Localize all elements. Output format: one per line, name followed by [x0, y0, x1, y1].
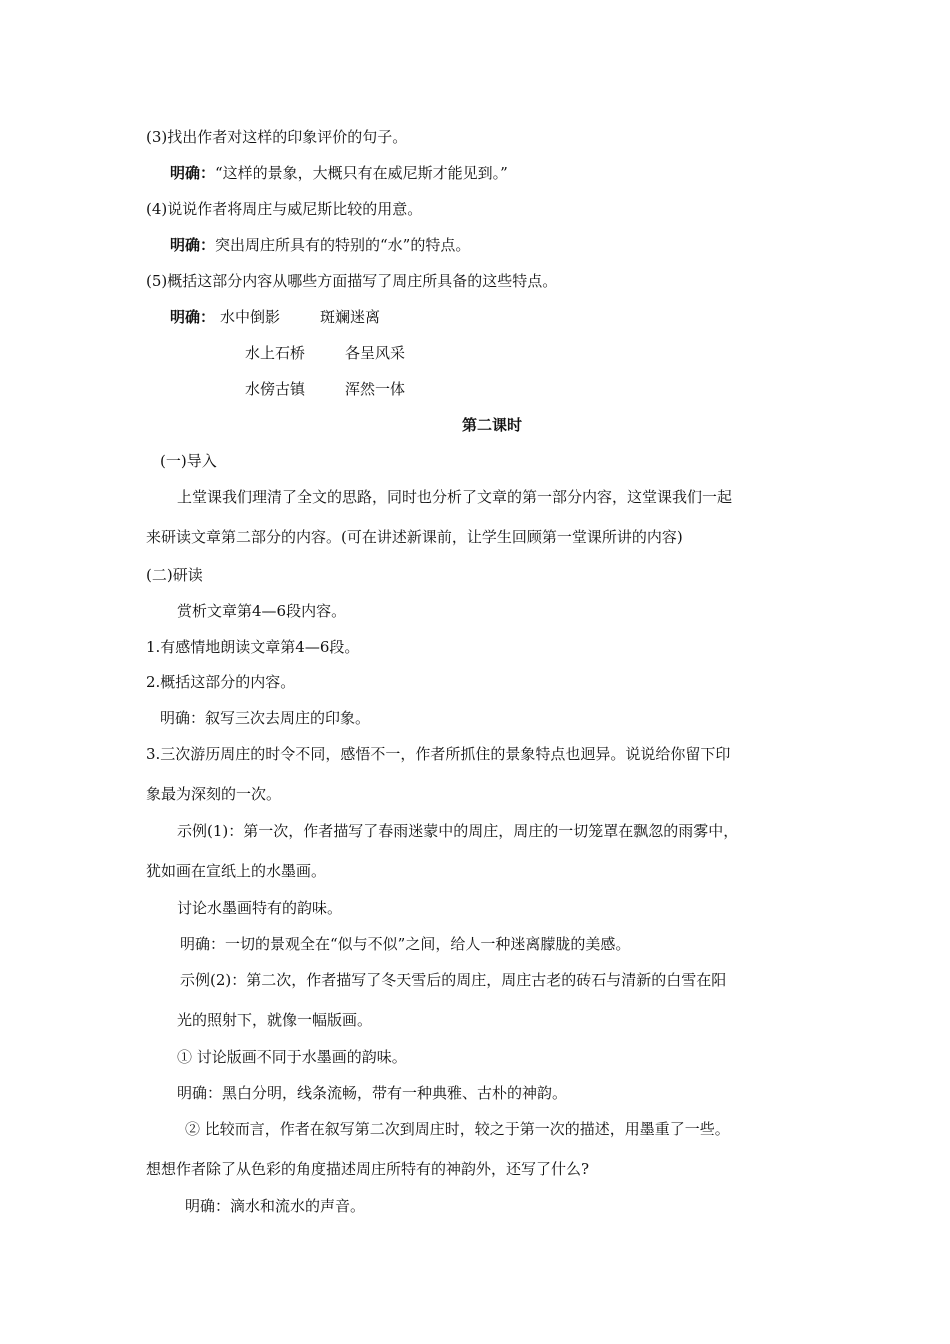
example-2-line-2: 光的照射下，就像一幅版画。 — [177, 1011, 373, 1029]
example-2-question-2-line-1: ② 比较而言，作者在叙写第二次到周庄时，较之于第一次的描述，用墨重了一些。 — [185, 1120, 730, 1138]
question-4: (4)说说作者将周庄与威尼斯比较的用意。 — [146, 200, 423, 218]
answer-3-text: “这样的景象，大概只有在威尼斯才能见到。” — [215, 164, 508, 182]
answer-3 — [170, 163, 508, 183]
lesson-2-title: 第二课时 — [462, 416, 523, 434]
item-3-line-1: 3.三次游历周庄的时令不同，感悟不一，作者所抓住的景象特点也迥异。说说给你留下印 — [146, 745, 731, 763]
question-3: (3)找出作者对这样的印象评价的句子。 — [146, 128, 408, 146]
example-2-answer-2: 明确：滴水和流水的声音。 — [185, 1197, 366, 1215]
answer-5-label: 明确： — [170, 308, 216, 326]
answer-5-row-1-left: 水中倒影 — [220, 308, 281, 326]
example-2-answer-1: 明确：黑白分明，线条流畅，带有一种典雅、古朴的神韵。 — [177, 1084, 568, 1102]
example-2-question-1: ① 讨论版画不同于水墨画的韵味。 — [177, 1048, 407, 1066]
answer-5-row-1-right: 斑斓迷离 — [320, 308, 381, 326]
intro-paragraph-line-2: 来研读文章第二部分的内容。(可在讲述新课前，让学生回顾第一堂课所讲的内容) — [146, 528, 683, 546]
section-1-heading: (一)导入 — [160, 452, 217, 470]
answer-5-row-2-left: 水上石桥 — [245, 344, 306, 362]
example-1-line-1: 示例(1)：第一次，作者描写了春雨迷蒙中的周庄，周庄的一切笼罩在飘忽的雨雾中， — [177, 822, 739, 840]
answer-5-row-3-right: 浑然一体 — [345, 380, 406, 398]
answer-4-label: 明确： — [170, 236, 216, 254]
example-1-answer: 明确：一切的景观全在“似与不似”之间，给人一种迷离朦胧的美感。 — [180, 935, 631, 953]
study-intro: 赏析文章第4—6段内容。 — [177, 602, 347, 620]
item-1: 1.有感情地朗读文章第4—6段。 — [146, 638, 360, 656]
example-1-discuss: 讨论水墨画特有的韵味。 — [177, 899, 343, 917]
example-2-question-2-line-2: 想想作者除了从色彩的角度描述周庄所特有的神韵外，还写了什么? — [146, 1160, 590, 1178]
answer-5-row-3-left: 水傍古镇 — [245, 380, 306, 398]
answer-4 — [170, 235, 470, 255]
answer-5-row-2-right: 各呈风采 — [345, 344, 406, 362]
item-2-answer: 明确：叙写三次去周庄的印象。 — [160, 709, 371, 727]
example-2-line-1: 示例(2)：第二次，作者描写了冬天雪后的周庄，周庄古老的砖石与清新的白雪在阳 — [180, 971, 727, 989]
item-3-line-2: 象最为深刻的一次。 — [146, 785, 282, 803]
answer-4-text: 突出周庄所具有的特别的“水”的特点。 — [215, 236, 471, 254]
example-1-line-2: 犹如画在宣纸上的水墨画。 — [146, 862, 327, 880]
intro-paragraph-line-1: 上堂课我们理清了全文的思路，同时也分析了文章的第一部分内容，这堂课我们一起 — [177, 488, 733, 506]
answer-3-label: 明确： — [170, 164, 216, 182]
section-2-heading: (二)研读 — [146, 566, 203, 584]
item-2: 2.概括这部分的内容。 — [146, 673, 296, 691]
question-5: (5)概括这部分内容从哪些方面描写了周庄所具备的这些特点。 — [146, 272, 558, 290]
